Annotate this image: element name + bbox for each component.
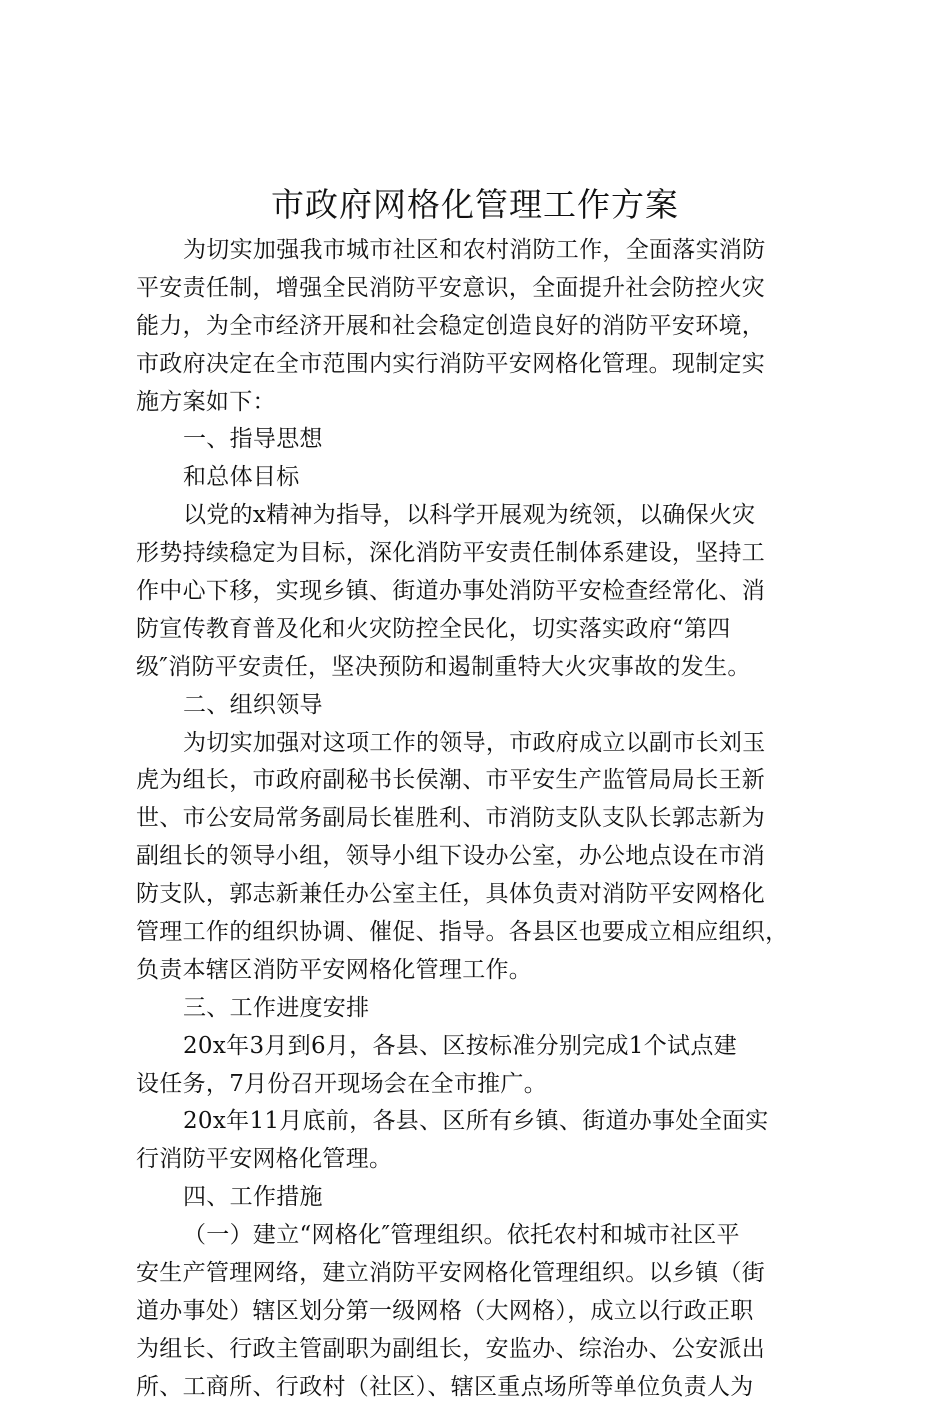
text-line: 所、工商所、行政村（社区）、辖区重点场所等单位负责人为 — [136, 1373, 754, 1400]
text-line: 能力，为全市经济开展和社会稳定创造良好的消防平安环境， — [136, 312, 766, 339]
text-line: 设任务，7月份召开现场会在全市推广。 — [136, 1070, 548, 1097]
text-line: 市政府决定在全市范围内实行消防平安网格化管理。现制定实 — [136, 350, 766, 377]
text-line: 一、指导思想 — [183, 426, 323, 453]
text-line: 行消防平安网格化管理。 — [136, 1146, 393, 1173]
text-line: 防宣传教育普及化和火灾防控全民化，切实落实政府“第四 — [136, 615, 731, 642]
text-line: 负责本辖区消防平安网格化管理工作。 — [136, 956, 533, 983]
text-line: 虎为组长，市政府副秘书长侯潮、市平安生产监管局局长王新 — [136, 767, 766, 794]
text-line: 为切实加强我市城市社区和农村消防工作，全面落实消防 — [183, 237, 766, 263]
text-line: 20x年3月到6月，各县、区按标准分别完成1个试点建 — [183, 1032, 737, 1059]
text-line: 平安责任制，增强全民消防平安意识，全面提升社会防控火灾 — [136, 274, 766, 301]
text-line: 为切实加强对这项工作的领导，市政府成立以副市长刘玉 — [183, 729, 766, 756]
text-line: 以党的x精神为指导，以科学开展观为统领，以确保火灾 — [183, 502, 756, 529]
document-title: 市政府网格化管理工作方案 — [271, 185, 679, 224]
text-line: 施方案如下： — [136, 388, 276, 415]
text-line: 四、工作措施 — [183, 1184, 323, 1211]
text-line: 三、工作进度安排 — [183, 994, 370, 1021]
text-line: 为组长、行政主管副职为副组长，安监办、综治办、公安派出 — [136, 1335, 766, 1362]
text-line: 防支队，郭志新兼任办公室主任，具体负责对消防平安网格化 — [136, 881, 766, 908]
document-body — [136, 232, 826, 1407]
text-line: 世、市公安局常务副局长崔胜利、市消防支队支队长郭志新为 — [136, 805, 766, 832]
text-line: 安生产管理网络，建立消防平安网格化管理组织。以乡镇（街 — [136, 1260, 766, 1287]
text-line: 作中心下移，实现乡镇、街道办事处消防平安检查经常化、消 — [136, 578, 766, 605]
text-line: 形势持续稳定为目标，深化消防平安责任制体系建设，坚持工 — [136, 540, 766, 567]
text-line: （一）建立“网格化″管理组织。依托农村和城市社区平 — [183, 1222, 740, 1249]
text-line: 管理工作的组织协调、催促、指导。各县区也要成立相应组织， — [136, 919, 789, 946]
text-line: 道办事处）辖区划分第一级网格（大网格），成立以行政正职 — [136, 1297, 754, 1324]
text-line: 和总体目标 — [183, 464, 300, 491]
text-line: 副组长的领导小组，领导小组下设办公室，办公地点设在市消 — [136, 843, 766, 870]
text-line: 级″消防平安责任，坚决预防和遏制重特大火灾事故的发生。 — [136, 653, 751, 680]
text-line: 二、组织领导 — [183, 691, 323, 718]
text-line: 20x年11月底前，各县、区所有乡镇、街道办事处全面实 — [183, 1108, 769, 1135]
